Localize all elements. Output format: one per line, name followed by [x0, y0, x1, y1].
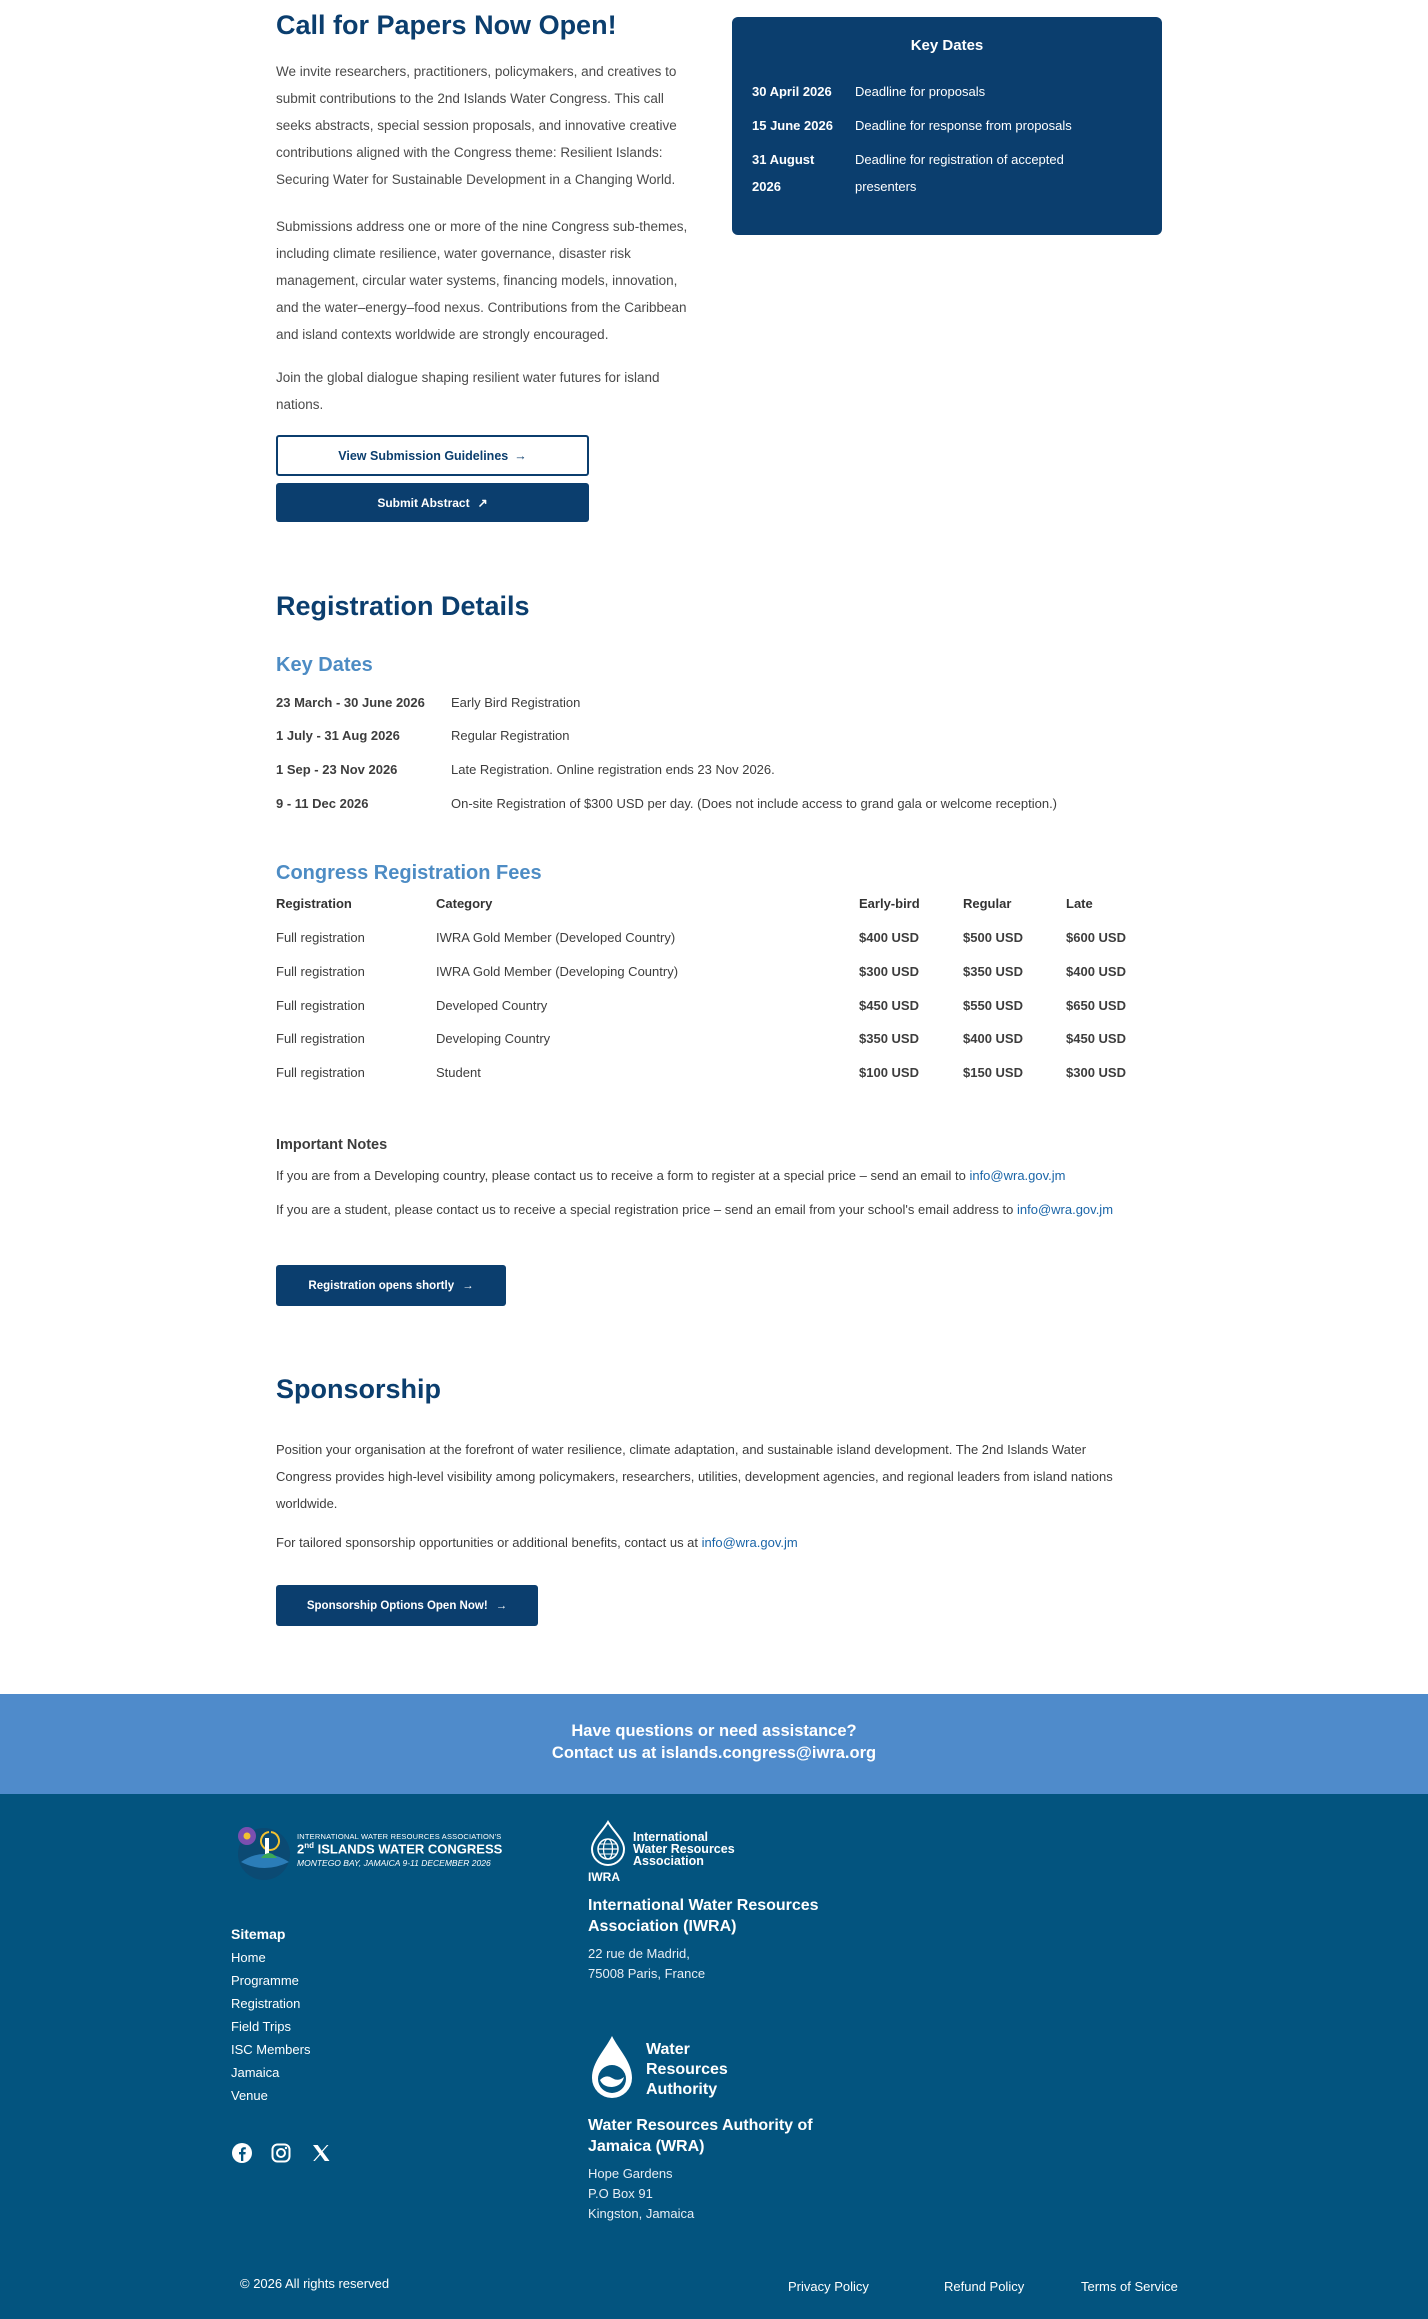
cfp-subthemes-paragraph: Submissions address one or more of the nine Congress sub-themes, including climate resilience, water governance, disaster risk management, circular water systems, financing models, innovation, and the water–energy–food nexus. Contributions from the Caribbean and island contexts worldwide are strongly encouraged. — [276, 219, 688, 342]
congress-emblem-icon — [231, 1818, 297, 1882]
banner-question: Have questions or need assistance? — [571, 1722, 857, 1740]
cfp-join-paragraph: Join the global dialogue shaping resilient water futures for island nations. — [276, 370, 660, 412]
key-dates-card-title: Key Dates — [910, 37, 984, 54]
table-row: Full registration IWRA Gold Member (Developed Country) $400 USD $500 USD $600 USD — [276, 930, 1126, 945]
copyright: © 2026 All rights reserved — [240, 2276, 390, 2291]
footer — [0, 1794, 1428, 2319]
table-row: Full registration Developed Country $450 USD $550 USD $650 USD — [276, 998, 1126, 1013]
email-link[interactable]: info@wra.gov.jm — [701, 1535, 798, 1550]
email-link[interactable]: info@wra.gov.jm — [969, 1168, 1066, 1183]
sitemap-title: Sitemap — [231, 1926, 286, 1942]
banner-contact[interactable]: Contact us at islands.congress@iwra.org — [551, 1744, 877, 1762]
arrow-right-icon: → — [495, 1599, 508, 1612]
fees-title: Congress Registration Fees — [276, 862, 542, 884]
registration-key-dates-title: Key Dates — [276, 654, 373, 676]
terms-of-service-link[interactable]: Terms of Service — [1081, 2279, 1178, 2294]
instagram-icon[interactable] — [270, 2142, 292, 2164]
note-student: If you are a student, please contact us to receive a special registration price – send an email from your school's email address to info@wra.gov.jm — [276, 1202, 1114, 1217]
table-row: Full registration IWRA Gold Member (Developing Country) $300 USD $350 USD $400 USD — [276, 964, 1126, 979]
note-developing: If you are from a Developing country, please contact us to receive a form to register at a special price – send an email to info@wra.gov.jm — [276, 1168, 1066, 1183]
iwra-address: 22 rue de Madrid, 75008 Paris, France — [588, 1946, 706, 1981]
sitemap-link-venue[interactable]: Venue — [231, 2088, 268, 2103]
sitemap-link-jamaica[interactable]: Jamaica — [231, 2065, 280, 2080]
email-link[interactable]: info@wra.gov.jm — [1016, 1202, 1114, 1217]
contact-banner — [0, 1694, 1428, 1794]
sponsorship-title: Sponsorship — [276, 1374, 442, 1404]
key-dates-card: Key Dates 30 April 2026 Deadline for proposals 15 June 2026 Deadline for response from proposals 31 August 2026 Deadline for registration of accepted presenters — [732, 17, 1162, 235]
refund-policy-link[interactable]: Refund Policy — [944, 2279, 1025, 2294]
sitemap-link-field-trips[interactable]: Field Trips — [231, 2019, 291, 2034]
registration-title: Registration Details — [276, 591, 530, 621]
wra-name: Water Resources Authority of Jamaica (WRA) — [588, 2117, 813, 2155]
registration-opens-button[interactable]: Registration opens shortly → — [276, 1265, 506, 1306]
call-for-papers-section — [276, 0, 1166, 540]
sponsorship-contact: For tailored sponsorship opportunities or additional benefits, contact us at info@wra.gov.jm — [276, 1535, 798, 1550]
important-notes-title: Important Notes — [276, 1137, 388, 1153]
water-drop-icon — [588, 2034, 636, 2104]
congress-logo[interactable]: INTERNATIONAL WATER RESOURCES ASSOCIATION'S 2nd ISLANDS WATER CONGRESS MONTEGO BAY, JAMAICA 9-11 DECEMBER 2026 — [231, 1818, 521, 1882]
sponsorship-options-button[interactable]: Sponsorship Options Open Now! → — [276, 1585, 538, 1626]
sitemap-link-isc-members[interactable]: ISC Members — [231, 2042, 311, 2057]
globe-drop-icon — [588, 1820, 628, 1866]
iwra-logo[interactable]: International Water Resources Association IWRA — [588, 1820, 768, 1882]
sitemap-link-home[interactable]: Home — [231, 1950, 266, 1965]
submit-abstract-button[interactable]: Submit Abstract ↗ — [276, 483, 589, 522]
table-row: Full registration Student $100 USD $150 USD $300 USD — [276, 1065, 1126, 1080]
sitemap-link-registration[interactable]: Registration — [231, 1996, 301, 2011]
view-guidelines-button[interactable]: View Submission Guidelines → — [276, 435, 589, 476]
cfp-intro-paragraph: We invite researchers, practitioners, policymakers, and creatives to submit contributions to the 2nd Islands Water Congress. This call seeks abstracts, special session proposals, and innovative creative contributions aligned with the Congress theme: Resilient Islands: Securing Water for Sustainable Development in a Changing World. — [276, 64, 677, 187]
sitemap-link-programme[interactable]: Programme — [231, 1973, 299, 1988]
x-icon[interactable] — [310, 2142, 332, 2164]
wra-address: Hope Gardens P.O Box 91 Kingston, Jamaica — [588, 2166, 695, 2221]
wra-logo[interactable]: Water Resources Authority — [588, 2034, 758, 2104]
cfp-title: Call for Papers Now Open! — [276, 10, 617, 40]
facebook-icon[interactable] — [231, 2142, 253, 2164]
fees-header-row: Registration Category Early-bird Regular Late — [276, 896, 1093, 911]
arrow-right-icon: → — [514, 448, 527, 463]
arrow-right-icon: → — [462, 1279, 474, 1292]
sponsorship-paragraph: Position your organisation at the forefront of water resilience, climate adaptation, and sustainable island development. The 2nd Islands Water Congress provides high-level visibility among policymakers, researchers, utilities, development agencies, and regional leaders from island nations worldwide. — [276, 1442, 1113, 1511]
external-arrow-icon: ↗ — [477, 495, 488, 510]
table-row: Full registration Developing Country $350 USD $400 USD $450 USD — [276, 1031, 1126, 1046]
privacy-policy-link[interactable]: Privacy Policy — [788, 2279, 869, 2294]
iwra-name: International Water Resources Association (IWRA) — [588, 1897, 819, 1935]
